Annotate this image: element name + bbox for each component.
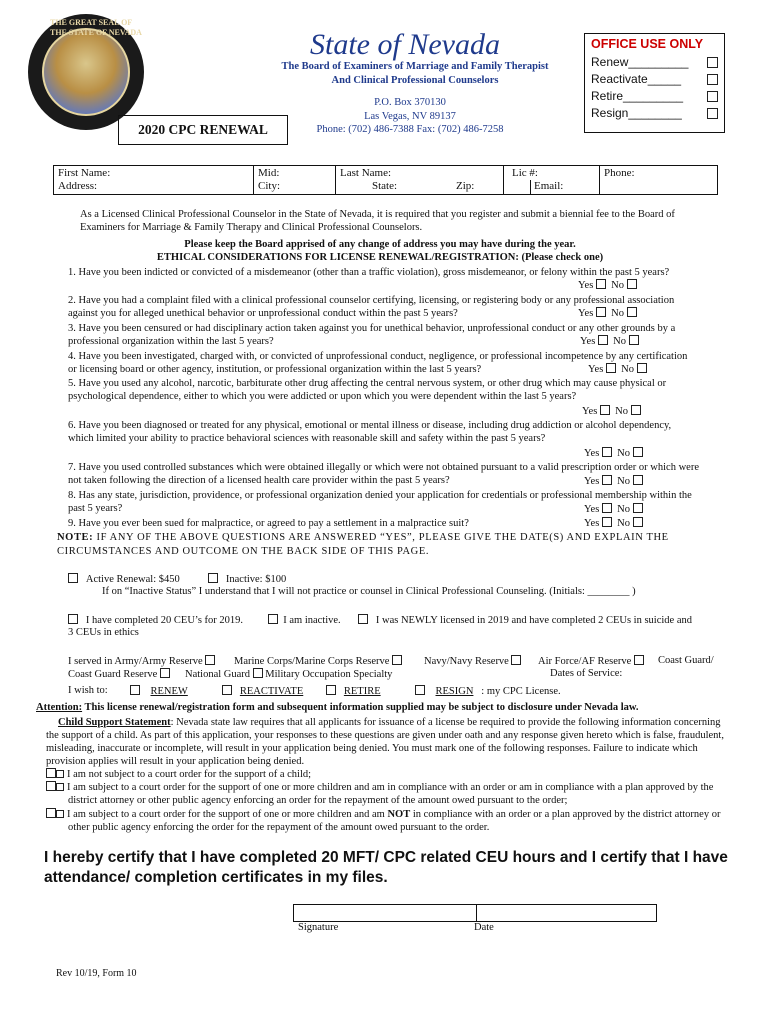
state-seal bbox=[28, 14, 144, 130]
ceu-new-line2: 3 CEUs in ethics bbox=[68, 627, 139, 638]
question-4: 4. Have you been investigated, charged with, or convicted of unprofessional conduct, negligence, or professional incompetence by any certification or licensing board or other agency, institution, or professional organization within the last 5 years? bbox=[68, 351, 688, 376]
ceu-completed-checkbox[interactable] bbox=[68, 614, 78, 624]
name-address-cell[interactable] bbox=[54, 166, 254, 194]
q3-yes-checkbox[interactable] bbox=[598, 335, 608, 345]
office-retire-row: Retire_________ bbox=[591, 88, 718, 105]
certify-statement: I hereby certify that I have completed 20 MFT/ CPC related CEU hours and I certify that I have attendance/ completion certificates in my files. bbox=[44, 849, 728, 887]
renew-checkbox[interactable] bbox=[130, 685, 140, 695]
note-text: NOTE: IF ANY OF THE ABOVE QUESTIONS ARE ANSWERED “YES”, PLEASE GIVE THE DATE(S) AND EXPLAIN THE CIRCUMSTANCES AND OUTCOME ON THE BACK SIDE OF THIS PAGE. bbox=[57, 532, 669, 557]
military-coast-guard: Coast Guard/ bbox=[658, 655, 714, 666]
applicant-info-table bbox=[53, 165, 718, 195]
ceu-new-checkbox[interactable] bbox=[358, 614, 368, 624]
navy-checkbox[interactable] bbox=[511, 655, 521, 665]
q1-yes-checkbox[interactable] bbox=[596, 279, 606, 289]
signature-label: Signature bbox=[298, 922, 339, 933]
q2-answer: Yes No bbox=[578, 307, 637, 321]
mid-label: Mid: bbox=[258, 167, 280, 179]
national-guard-checkbox[interactable] bbox=[253, 668, 263, 678]
child-support-option-1: I am not subject to a court order for the support of a child; bbox=[46, 768, 726, 781]
form-revision: Rev 10/19, Form 10 bbox=[56, 968, 137, 979]
q9-no-checkbox[interactable] bbox=[633, 517, 643, 527]
army-checkbox[interactable] bbox=[205, 655, 215, 665]
child-support-option-3: I am subject to a court order for the support of one or more children and am NOT in compliance with an order or a plan approved by the district attorney or other public agency enforcing the order for the repayment of the amount owed pursuant to the order. bbox=[46, 808, 726, 834]
child-support-3-checkbox[interactable] bbox=[46, 808, 56, 818]
marine-checkbox[interactable] bbox=[392, 655, 402, 665]
coast-guard-checkbox[interactable] bbox=[160, 668, 170, 678]
airforce-checkbox[interactable] bbox=[634, 655, 644, 665]
child-support-1-box-glyph bbox=[56, 770, 64, 778]
city-label: City: bbox=[258, 180, 281, 193]
q7-yes-checkbox[interactable] bbox=[602, 475, 612, 485]
wish-label: I wish to: bbox=[68, 685, 108, 696]
q4-yes-checkbox[interactable] bbox=[606, 363, 616, 373]
active-renewal-option: Active Renewal: $450 bbox=[68, 573, 180, 587]
renewal-title: 2020 CPC RENEWAL bbox=[118, 115, 288, 145]
q7-answer: Yes No bbox=[584, 475, 643, 489]
child-support-2-box-glyph bbox=[56, 783, 64, 791]
q4-answer: Yes No bbox=[588, 363, 647, 377]
question-8: 8. Has any state, jurisdiction, providence, or professional organization denied your application for credentials or professional membership within the past 5 years? bbox=[68, 490, 692, 515]
question-3: 3. Have you been censured or had disciplinary action taken against you for unethical behavior, unprofessional conduct or any other grounds by a professional organization within the last 5 years? bbox=[68, 323, 676, 348]
military-coast-guard-reserve: Coast Guard Reserve bbox=[68, 668, 170, 682]
military-navy: Navy/Navy Reserve bbox=[424, 655, 521, 669]
phone-label: Phone: bbox=[604, 167, 635, 179]
state-title: State of Nevada bbox=[310, 28, 500, 61]
q2-no-checkbox[interactable] bbox=[627, 307, 637, 317]
q5-yes-checkbox[interactable] bbox=[600, 405, 610, 415]
q5-answer: Yes No bbox=[582, 405, 641, 419]
military-national-guard: National Guard Military Occupation Specialty bbox=[185, 669, 393, 680]
office-reactivate-row: Reactivate_____ bbox=[591, 71, 718, 88]
military-army: I served in Army/Army Reserve bbox=[68, 655, 215, 669]
reactivate-checkbox[interactable] bbox=[222, 685, 232, 695]
wish-renew: RENEW bbox=[130, 685, 188, 699]
q1-answer: Yes No bbox=[578, 279, 637, 293]
q3-answer: Yes No bbox=[580, 335, 639, 349]
q8-yes-checkbox[interactable] bbox=[602, 503, 612, 513]
email-label: Email: bbox=[534, 180, 564, 192]
inactive-option: Inactive: $100 bbox=[208, 573, 286, 587]
q1-no-checkbox[interactable] bbox=[627, 279, 637, 289]
ceu-inactive-checkbox[interactable] bbox=[268, 614, 278, 624]
military-airforce: Air Force/AF Reserve bbox=[538, 655, 644, 669]
seal-emblem bbox=[42, 28, 130, 116]
lic-label: Lic #: bbox=[512, 167, 538, 179]
q9-yes-checkbox[interactable] bbox=[602, 517, 612, 527]
office-reactivate-checkbox[interactable] bbox=[707, 74, 718, 85]
state-label: State: bbox=[372, 180, 398, 193]
wish-reactivate: REACTIVATE bbox=[222, 685, 303, 699]
child-support-option-2: I am subject to a court order for the support of one or more children and am in compliance with an order or am in compliance with a plan approved by the district attorney or other public agency enforcing an order for the repayment of the amount owed pursuant to the order; bbox=[46, 781, 726, 807]
child-support-3-box-glyph bbox=[56, 810, 64, 818]
q7-no-checkbox[interactable] bbox=[633, 475, 643, 485]
inactive-checkbox[interactable] bbox=[208, 573, 218, 583]
q6-answer: Yes No bbox=[584, 447, 643, 461]
question-6: 6. Have you been diagnosed or treated for any physical, emotional or mental illness or disease, including drug addiction or alcohol dependency, which limited your ability to practice behavioral sciences with reasonable skill and safety within the past 5 years? bbox=[68, 420, 672, 445]
office-use-box bbox=[584, 33, 725, 133]
zip-label: Zip: bbox=[456, 180, 475, 193]
question-1: 1. Have you been indicted or convicted of a misdemeanor (other than a traffic violation), gross misdemeanor, or felony within the past 5 years? bbox=[68, 267, 670, 278]
q4-no-checkbox[interactable] bbox=[637, 363, 647, 373]
date-label: Date bbox=[474, 922, 494, 933]
q8-answer: Yes No bbox=[584, 503, 643, 517]
resign-checkbox[interactable] bbox=[415, 685, 425, 695]
question-2: 2. Have you had a complaint filed with a clinical professional counselor certifying, licensing, or registering body or any professional association against you for alleged unethical behavior or unprofessional conduct within the past 5 years? bbox=[68, 295, 675, 320]
q6-yes-checkbox[interactable] bbox=[602, 447, 612, 457]
q6-no-checkbox[interactable] bbox=[633, 447, 643, 457]
board-address: P.O. Box 370130 Las Vegas, NV 89137 Phone: (702) 486-7388 Fax: (702) 486-7258 bbox=[316, 97, 504, 136]
ceu-inactive-option: I am inactive. bbox=[268, 614, 341, 628]
attention-statement: Attention: This license renewal/registration form and subsequent information supplied may be subject to disclosure under Nevada law. bbox=[36, 702, 639, 713]
office-resign-checkbox[interactable] bbox=[707, 108, 718, 119]
phone-cell[interactable] bbox=[600, 166, 717, 194]
intro-paragraph: As a Licensed Clinical Professional Counselor in the State of Nevada, it is required that you register and submit a biennial fee to the Board of Examiners for Marriage & Family Therapy and Clinical Professional Counselors. bbox=[80, 209, 675, 234]
office-retire-checkbox[interactable] bbox=[707, 91, 718, 102]
ceu-new-option: I was NEWLY licensed in 2019 and have completed 2 CEUs in suicide and bbox=[358, 614, 692, 628]
q3-no-checkbox[interactable] bbox=[629, 335, 639, 345]
q2-yes-checkbox[interactable] bbox=[596, 307, 606, 317]
retire-checkbox[interactable] bbox=[326, 685, 336, 695]
signature-divider bbox=[476, 905, 477, 921]
military-dates: Dates of Service: bbox=[550, 668, 623, 679]
child-support-2-checkbox[interactable] bbox=[46, 781, 56, 791]
last-name-label: Last Name: bbox=[340, 167, 392, 179]
child-support-1-checkbox[interactable] bbox=[46, 768, 56, 778]
signature-date-field[interactable] bbox=[293, 904, 657, 922]
first-name-label: First Name: bbox=[58, 167, 111, 179]
question-5: 5. Have you used any alcohol, narcotic, barbiturate other drug affecting the central nervous system, or other drug which may cause physical or psychological dependence, either to which you were addicted or upon which you were dependent within the last 5 years? bbox=[68, 378, 667, 403]
office-renew-checkbox[interactable] bbox=[707, 57, 718, 68]
office-use-title: OFFICE USE ONLY bbox=[591, 37, 704, 51]
q8-no-checkbox[interactable] bbox=[633, 503, 643, 513]
question-9: 9. Have you ever been sued for malpractice, or agreed to pay a settlement in a malpractice suit? bbox=[68, 518, 469, 529]
active-renewal-checkbox[interactable] bbox=[68, 573, 78, 583]
military-marine: Marine Corps/Marine Corps Reserve bbox=[234, 655, 402, 669]
inactive-note: If on “Inactive Status” I understand that I will not practice or counsel in Clinical Professional Counseling. (Initials: ________ ) bbox=[102, 586, 636, 597]
q9-answer: Yes No bbox=[584, 517, 643, 531]
question-7: 7. Have you used controlled substances which were obtained illegally or which were not obtained pursuant to a valid prescription order or which were not taken following the direction of a licensed health care provider within the past 5 years? bbox=[68, 462, 699, 487]
seal-ring-text: THE GREAT SEAL OF THE STATE OF NEVADA bbox=[50, 18, 142, 37]
zip-divider bbox=[530, 180, 531, 194]
board-name: The Board of Examiners of Marriage and Family Therapist And Clinical Professional Counselors bbox=[281, 61, 549, 86]
wish-resign: RESIGN : my CPC License. bbox=[415, 685, 561, 699]
wish-retire: RETIRE bbox=[326, 685, 381, 699]
office-resign-row: Resign________ bbox=[591, 105, 718, 122]
q5-no-checkbox[interactable] bbox=[631, 405, 641, 415]
child-support-statement: Child Support Statement: Nevada state law requires that all applicants for issuance of a license be required to provide the following information concerning the support of a child. As part of this application, your responses to these questions are given under oath and any response given hereto which is false, fraudulent, misleading, inaccurate or incomplete, will result in your application being denied. You must mark one of the following responses. Failure to indicate which provision applies will result in your application being denied. bbox=[46, 717, 724, 768]
ceu-completed-option: I have completed 20 CEU’s for 2019. bbox=[68, 614, 243, 628]
mid-city-cell[interactable] bbox=[254, 166, 336, 194]
address-label: Address: bbox=[58, 180, 98, 193]
office-renew-row: Renew_________ bbox=[591, 54, 718, 71]
ethical-heading: Please keep the Board apprised of any change of address you may have during the year. ETHICAL CONSIDERATIONS FOR LICENSE RENEWAL/REGISTRATION: (Please check one) bbox=[156, 239, 604, 264]
